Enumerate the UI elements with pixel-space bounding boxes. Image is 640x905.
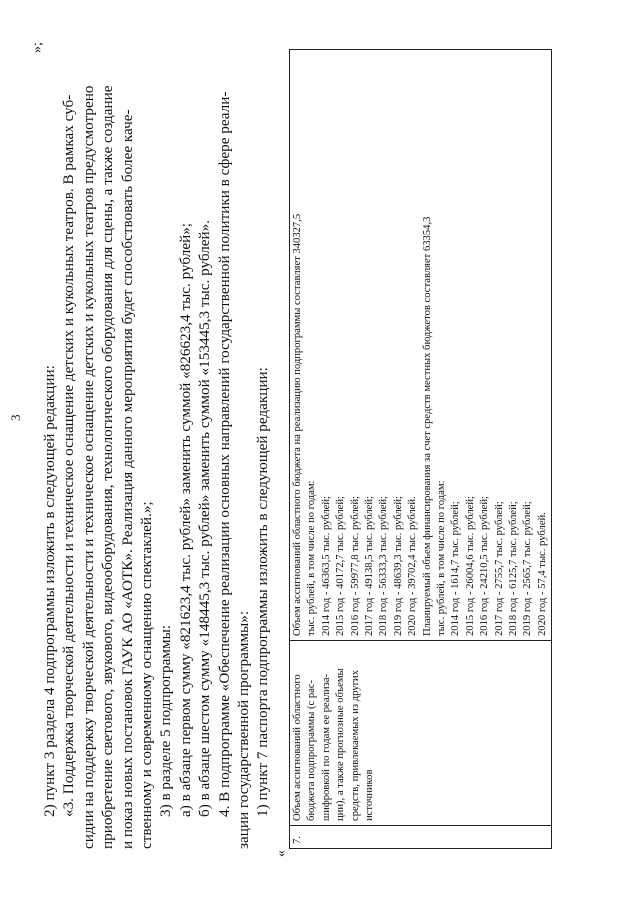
paragraph-line: 2) пункт 3 раздела 4 подпрограммы изложить в следующей редакции:: [41, 365, 58, 817]
row-value-lines: [291, 54, 550, 636]
table-row: [289, 50, 551, 849]
value-line: 2017 год - 2755,7 тыс. рублей;: [493, 501, 505, 636]
closing-quote-mark: »;: [30, 42, 45, 53]
value-line: Объем ассигнований областного бюджета на реализацию подпрограммы составляет 340327,5: [291, 213, 303, 636]
paragraph-line: ственному и современному оснащению спектаклей.»;: [138, 501, 156, 849]
value-line: 2016 год - 59977,8 тыс. рублей;: [349, 496, 361, 636]
table-open-quote: «: [273, 850, 289, 857]
paragraph-line: «3. Поддержка творческой деятельности и техническое оснащение детских и кукольных театров. В рамках суб-: [60, 94, 78, 817]
value-line: 2016 год - 24210,5 тыс. рублей;: [479, 496, 491, 636]
value-line: 2014 год - 46363,5 тыс. рублей;: [320, 496, 332, 636]
document-body: [40, 49, 552, 857]
row-name-cell: [289, 641, 551, 826]
value-line: 2020 год - 57,4 тыс. рублей.: [536, 512, 548, 636]
paragraph-line: 3) в разделе 5 подпрограммы:: [157, 625, 175, 817]
page-number: 3: [8, 414, 23, 421]
value-line: 2020 год - 39702,4 тыс. рублей.: [407, 496, 419, 636]
value-line: 2019 год - 48639,3 тыс. рублей;: [392, 496, 404, 636]
paragraph-line: и показ новых постановок ГАУК АО «АОТК». Реализация данного мероприятия будет способствовать более каче-: [118, 109, 136, 849]
row-value-cell: [289, 50, 551, 641]
paragraph-list: [40, 49, 273, 849]
name-line: источников: [363, 769, 375, 821]
paragraph-line: 1) пункт 7 паспорта подпрограммы изложить в следующей редакции:: [254, 367, 272, 817]
passport-table: [289, 49, 552, 849]
name-line: средств, привлекаемых из других: [349, 670, 361, 821]
value-line: 2015 год - 40172,7 тыс. рублей;: [335, 496, 347, 636]
value-line: 2015 год - 26004,6 тыс. рублей;: [464, 496, 476, 636]
paragraph-line: б) в абзаце шестом сумму «148445,3 тыс. рублей» заменить суммой «153445,3 тыс. рублей».: [196, 219, 214, 817]
value-line: 2014 год - 1614,7 тыс. рублей;: [450, 501, 462, 636]
value-line: тыс. рублей, в том числе по годам:: [306, 480, 318, 636]
value-line: тыс. рублей, в том числе по годам:: [435, 480, 447, 636]
row-name-lines: [291, 645, 377, 821]
paragraph-line: а) в абзаце первом сумму «821623,4 тыс. рублей» заменить суммой «826623,4 тыс. рублей»;: [176, 222, 194, 817]
name-line: шифровкой по годам ее реализа-: [320, 674, 332, 821]
name-line: ции), а также прогнозные объемы: [335, 668, 347, 821]
value-line: Планируемый объем финансирования за счет средств местных бюджетов составляет 63354,3: [421, 216, 433, 636]
paragraph-line: 4. В подпрограмме «Обеспечение реализации основных направлений государственной политики в сфере реали-: [215, 91, 233, 817]
value-line: 2019 год - 2565,7 тыс. рублей;: [522, 501, 534, 636]
paragraph-line: сидии на поддержку творческой деятельности и техническое оснащение детских и кукольных театров предусмотрено: [79, 85, 97, 849]
value-line: 2018 год - 56333,3 тыс. рублей;: [378, 496, 390, 636]
row-number: 7.: [289, 826, 551, 849]
name-line: Объем ассигнований областного: [291, 674, 303, 821]
paragraph-line: зации государственной программы»:: [235, 610, 253, 849]
paragraph-line: приобретение светового, звукового, видеооборудования, технологического оборудования для сцены, а также создание: [99, 85, 117, 849]
value-line: 2017 год - 49138,5 тыс. рублей;: [363, 496, 375, 636]
name-line: бюджета подпрограммы (с рас-: [306, 679, 318, 821]
value-line: 2018 год - 6125,7 тыс. рублей;: [507, 501, 519, 636]
